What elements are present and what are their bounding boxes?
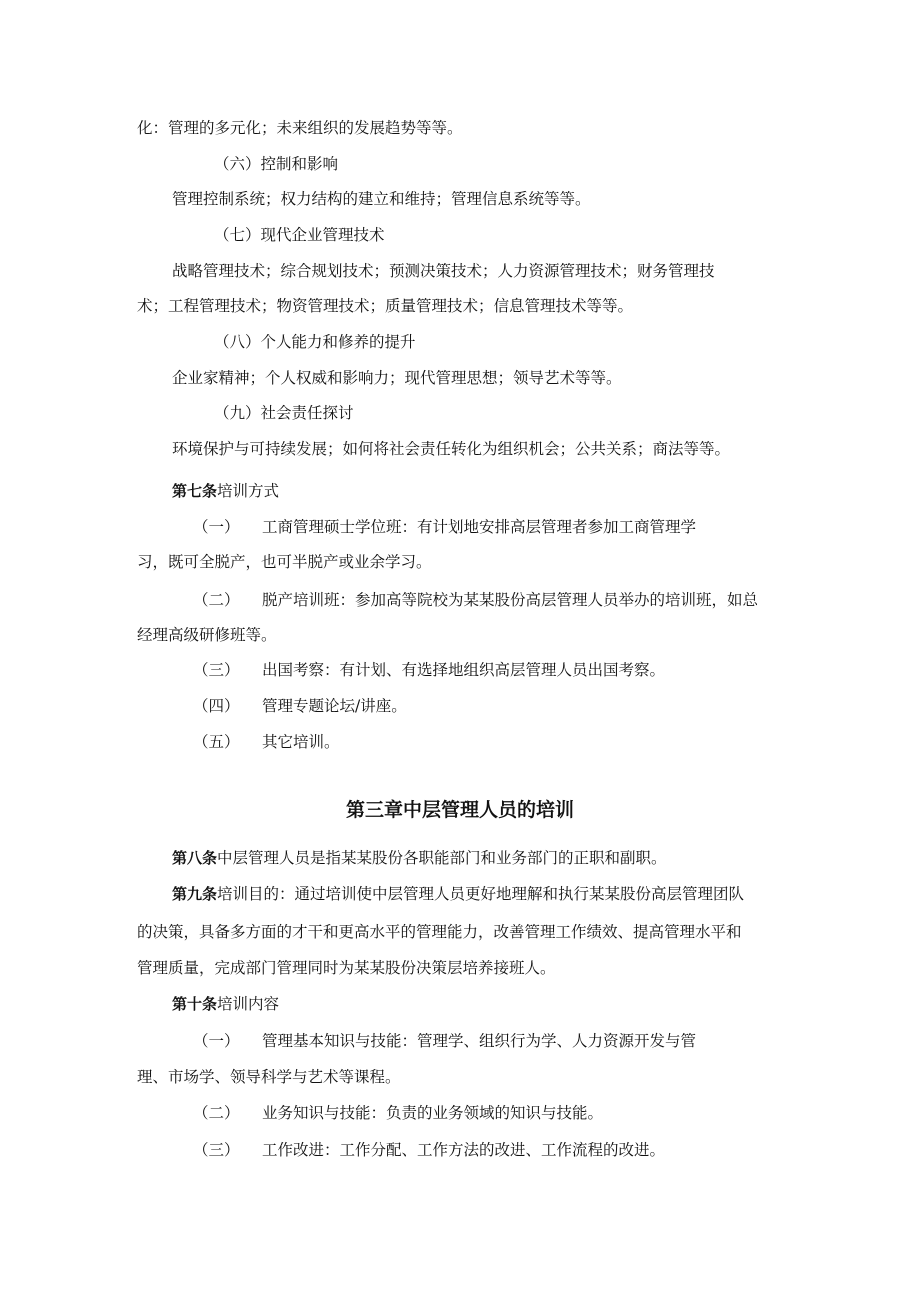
list-item-continuation: 理、市场学、领导科学与艺术等课程。 (137, 1068, 401, 1086)
list-item-number: （二） (193, 591, 240, 609)
section-heading-8: （八）个人能力和修养的提升 (214, 333, 416, 351)
paragraph-line: 术；工程管理技术；物资管理技术；质量管理技术；信息管理技术等等。 (137, 297, 634, 315)
article-text: 中层管理人员是指某某股份各职能部门和业务部门的正职和副职。 (217, 849, 667, 867)
article-label: 第九条 (172, 885, 218, 903)
paragraph-line: 管理控制系统；权力结构的建立和维持；管理信息系统等等。 (172, 190, 591, 208)
article-7 (172, 481, 279, 501)
paragraph-line: 战略管理技术；综合规划技术；预测决策技术；人力资源管理技术；财务管理技 (172, 262, 715, 280)
list-item-text: 脱产培训班：参加高等院校为某某股份高层管理人员举办的培训班，如总 (262, 591, 759, 609)
list-item-text: 管理专题论坛/讲座。 (262, 697, 407, 715)
article-label: 第八条 (172, 849, 218, 867)
list-item-number: （一） (193, 1032, 240, 1050)
list-item-number: （四） (193, 697, 240, 715)
list-item-text: 业务知识与技能：负责的业务领域的知识与技能。 (262, 1104, 604, 1122)
list-item-number: （一） (193, 518, 240, 536)
paragraph-line: 企业家精神；个人权威和影响力；现代管理思想；领导艺术等等。 (172, 369, 622, 387)
list-item-text: 出国考察：有计划、有选择地组织高层管理人员出国考察。 (262, 661, 666, 679)
chapter-title: 第三章中层管理人员的培训 (345, 799, 574, 821)
list-item-number: （五） (193, 733, 240, 751)
list-item-number: （三） (193, 661, 240, 679)
list-item-text: 其它培训。 (262, 733, 340, 751)
list-item-text: 管理基本知识与技能：管理学、组织行为学、人力资源开发与管 (262, 1032, 697, 1050)
list-item-number: （三） (193, 1141, 240, 1159)
section-heading-9: （九）社会责任探讨 (214, 404, 354, 422)
list-item-continuation: 经理高级研修班等。 (137, 626, 277, 644)
article-8 (172, 848, 667, 868)
list-item-text: 工商管理硕士学位班：有计划地安排高层管理者参加工商管理学 (262, 518, 697, 536)
paragraph-line: 化：管理的多元化；未来组织的发展趋势等等。 (137, 119, 463, 137)
article-text: 培训目的：通过培训使中层管理人员更好地理解和执行某某股份高层管理团队 (217, 885, 745, 903)
list-item-continuation: 习，既可全脱产，也可半脱产或业余学习。 (137, 553, 432, 571)
list-item-text: 工作改进：工作分配、工作方法的改进、工作流程的改进。 (262, 1141, 666, 1159)
article-9 (172, 884, 744, 904)
article-text: 培训内容 (217, 995, 280, 1013)
article-10 (172, 994, 279, 1014)
paragraph-line: 环境保护与可持续发展；如何将社会责任转化为组织机会；公共关系；商法等等。 (172, 440, 731, 458)
section-heading-7: （七）现代企业管理技术 (214, 226, 385, 244)
article-label: 第七条 (172, 482, 218, 500)
paragraph-line: 管理质量，完成部门管理同时为某某股份决策层培养接班人。 (137, 959, 556, 977)
list-item-number: （二） (193, 1104, 240, 1122)
article-text: 培训方式 (217, 482, 280, 500)
article-label: 第十条 (172, 995, 218, 1013)
paragraph-line: 的决策，具备多方面的才干和更高水平的管理能力，改善管理工作绩效、提高管理水平和 (137, 923, 742, 941)
section-heading-6: （六）控制和影响 (214, 155, 339, 173)
